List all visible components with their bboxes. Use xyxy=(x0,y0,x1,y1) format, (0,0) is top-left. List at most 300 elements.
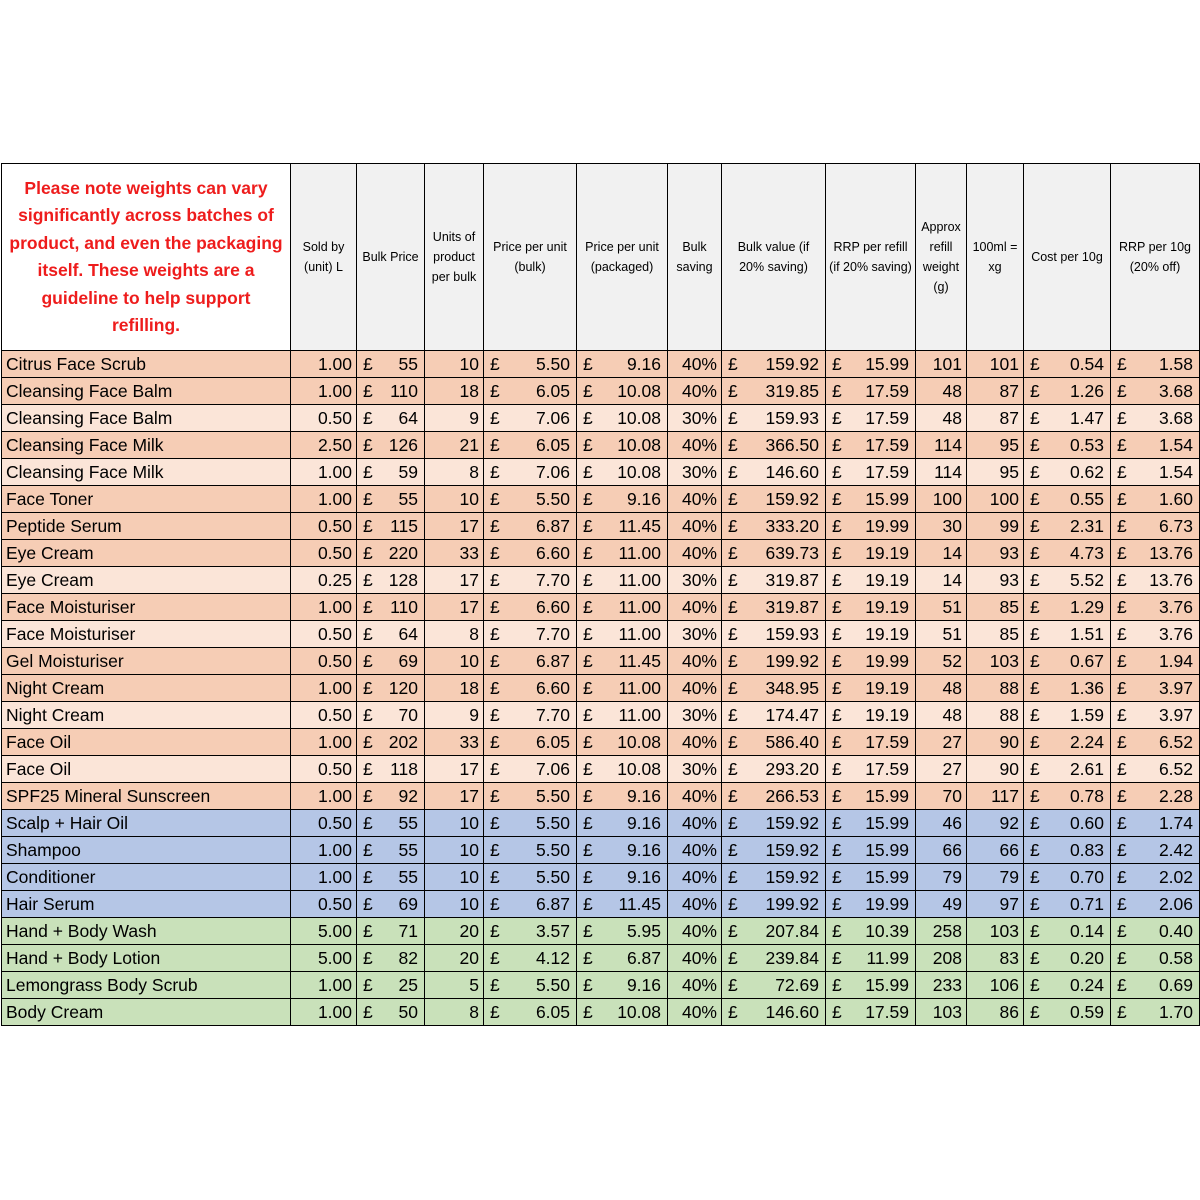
currency-symbol: £ xyxy=(1117,921,1127,941)
amount: 71 xyxy=(398,921,418,941)
price-per-unit-packaged-value xyxy=(577,540,668,567)
currency-symbol: £ xyxy=(490,867,500,887)
amount: 6.60 xyxy=(535,597,570,617)
currency-symbol: £ xyxy=(583,354,593,374)
bulk-value-value xyxy=(722,675,826,702)
bulk-saving-value: 40% xyxy=(668,540,722,567)
amount: 7.06 xyxy=(535,462,570,482)
refill-weight-value: 233 xyxy=(916,972,967,999)
cost-per-10g-value xyxy=(1024,459,1111,486)
amount: 5.95 xyxy=(626,921,661,941)
amount: 1.51 xyxy=(1069,624,1104,644)
amount: 13.76 xyxy=(1149,543,1193,563)
currency-symbol: £ xyxy=(363,489,373,509)
amount: 10.08 xyxy=(617,435,661,455)
amount: 15.99 xyxy=(865,975,909,995)
header-price-per-unit-bulk: Price per unit (bulk) xyxy=(484,164,577,351)
currency-symbol: £ xyxy=(583,948,593,968)
rrp-refill-value xyxy=(826,351,916,378)
ml-to-grams-value: 86 xyxy=(967,999,1024,1026)
currency-symbol: £ xyxy=(583,813,593,833)
bulk-saving-value: 40% xyxy=(668,675,722,702)
currency-symbol: £ xyxy=(1030,489,1040,509)
bulk-saving-value: 40% xyxy=(668,945,722,972)
currency-symbol: £ xyxy=(728,651,738,671)
cost-per-10g-value xyxy=(1024,891,1111,918)
currency-symbol: £ xyxy=(363,921,373,941)
amount: 55 xyxy=(398,813,418,833)
header-sold-by: Sold by (unit) L xyxy=(291,164,357,351)
refill-pricing-table xyxy=(1,163,1200,1026)
rrp-per-10g-value xyxy=(1111,972,1200,999)
bulk-value-value xyxy=(722,594,826,621)
refill-weight-value: 27 xyxy=(916,729,967,756)
amount: 6.87 xyxy=(535,651,570,671)
sold-by-value: 5.00 xyxy=(291,945,357,972)
bulk-saving-value: 30% xyxy=(668,756,722,783)
currency-symbol: £ xyxy=(363,705,373,725)
price-per-unit-packaged-value xyxy=(577,918,668,945)
currency-symbol: £ xyxy=(1030,867,1040,887)
bulk-value-value xyxy=(722,729,826,756)
bulk-value-value xyxy=(722,864,826,891)
amount: 69 xyxy=(398,651,418,671)
amount: 0.59 xyxy=(1069,1002,1104,1022)
rrp-refill-value xyxy=(826,864,916,891)
rrp-refill-value xyxy=(826,945,916,972)
units-value: 17 xyxy=(425,594,484,621)
bulk-saving-value: 40% xyxy=(668,837,722,864)
cost-per-10g-value xyxy=(1024,999,1111,1026)
currency-symbol: £ xyxy=(728,705,738,725)
product-name: Face Moisturiser xyxy=(2,621,291,648)
amount: 10.08 xyxy=(617,759,661,779)
bulk-price-value xyxy=(357,486,425,513)
currency-symbol: £ xyxy=(1117,840,1127,860)
table-row xyxy=(2,486,1200,513)
currency-symbol: £ xyxy=(728,408,738,428)
currency-symbol: £ xyxy=(1117,570,1127,590)
amount: 7.70 xyxy=(535,624,570,644)
currency-symbol: £ xyxy=(1117,867,1127,887)
currency-symbol: £ xyxy=(1030,840,1040,860)
amount: 1.47 xyxy=(1069,408,1104,428)
table-row xyxy=(2,513,1200,540)
currency-symbol: £ xyxy=(490,435,500,455)
cost-per-10g-value xyxy=(1024,486,1111,513)
table-row xyxy=(2,999,1200,1026)
bulk-value-value xyxy=(722,378,826,405)
price-per-unit-bulk-value xyxy=(484,648,577,675)
refill-weight-value: 49 xyxy=(916,891,967,918)
amount: 6.05 xyxy=(535,732,570,752)
units-value: 33 xyxy=(425,540,484,567)
ml-to-grams-value: 106 xyxy=(967,972,1024,999)
product-name: Hand + Body Lotion xyxy=(2,945,291,972)
currency-symbol: £ xyxy=(832,489,842,509)
bulk-price-value xyxy=(357,756,425,783)
currency-symbol: £ xyxy=(490,651,500,671)
product-name: Hand + Body Wash xyxy=(2,918,291,945)
rrp-refill-value xyxy=(826,567,916,594)
bulk-price-value xyxy=(357,621,425,648)
amount: 6.87 xyxy=(535,894,570,914)
cost-per-10g-value xyxy=(1024,810,1111,837)
currency-symbol: £ xyxy=(1030,678,1040,698)
units-value: 18 xyxy=(425,675,484,702)
refill-weight-value: 48 xyxy=(916,702,967,729)
price-per-unit-bulk-value xyxy=(484,351,577,378)
currency-symbol: £ xyxy=(832,840,842,860)
amount: 5.50 xyxy=(535,840,570,860)
amount: 72.69 xyxy=(775,975,819,995)
currency-symbol: £ xyxy=(832,516,842,536)
cost-per-10g-value xyxy=(1024,729,1111,756)
bulk-saving-value: 40% xyxy=(668,594,722,621)
table-row xyxy=(2,891,1200,918)
rrp-refill-value xyxy=(826,378,916,405)
ml-to-grams-value: 88 xyxy=(967,675,1024,702)
amount: 293.20 xyxy=(765,759,819,779)
units-value: 20 xyxy=(425,945,484,972)
product-name: Conditioner xyxy=(2,864,291,891)
currency-symbol: £ xyxy=(490,975,500,995)
rrp-refill-value xyxy=(826,783,916,810)
bulk-value-value xyxy=(722,918,826,945)
amount: 1.58 xyxy=(1158,354,1193,374)
bulk-saving-value: 40% xyxy=(668,810,722,837)
table-row xyxy=(2,972,1200,999)
amount: 69 xyxy=(398,894,418,914)
price-per-unit-bulk-value xyxy=(484,891,577,918)
currency-symbol: £ xyxy=(490,543,500,563)
amount: 19.19 xyxy=(865,624,909,644)
currency-symbol: £ xyxy=(583,678,593,698)
amount: 0.53 xyxy=(1069,435,1104,455)
currency-symbol: £ xyxy=(832,651,842,671)
currency-symbol: £ xyxy=(583,759,593,779)
amount: 11.00 xyxy=(618,570,661,590)
amount: 11.45 xyxy=(618,894,661,914)
currency-symbol: £ xyxy=(490,678,500,698)
bulk-price-value xyxy=(357,567,425,594)
amount: 266.53 xyxy=(765,786,819,806)
product-name: Shampoo xyxy=(2,837,291,864)
currency-symbol: £ xyxy=(490,705,500,725)
rrp-per-10g-value xyxy=(1111,864,1200,891)
ml-to-grams-value: 66 xyxy=(967,837,1024,864)
currency-symbol: £ xyxy=(583,462,593,482)
amount: 15.99 xyxy=(865,489,909,509)
units-value: 17 xyxy=(425,513,484,540)
currency-symbol: £ xyxy=(583,651,593,671)
bulk-value-value xyxy=(722,810,826,837)
bulk-saving-value: 40% xyxy=(668,513,722,540)
amount: 2.02 xyxy=(1158,867,1193,887)
amount: 4.73 xyxy=(1069,543,1104,563)
price-per-unit-bulk-value xyxy=(484,702,577,729)
currency-symbol: £ xyxy=(832,759,842,779)
amount: 239.84 xyxy=(765,948,819,968)
price-per-unit-bulk-value xyxy=(484,837,577,864)
amount: 13.76 xyxy=(1149,570,1193,590)
rrp-refill-value xyxy=(826,621,916,648)
amount: 174.47 xyxy=(765,705,819,725)
header-rrp-per-refill: RRP per refill (if 20% saving) xyxy=(826,164,916,351)
sold-by-value: 1.00 xyxy=(291,783,357,810)
rrp-per-10g-value xyxy=(1111,432,1200,459)
bulk-price-value xyxy=(357,702,425,729)
currency-symbol: £ xyxy=(832,921,842,941)
rrp-refill-value xyxy=(826,405,916,432)
amount: 639.73 xyxy=(765,543,819,563)
units-value: 21 xyxy=(425,432,484,459)
amount: 4.12 xyxy=(535,948,570,968)
table-row xyxy=(2,837,1200,864)
price-per-unit-bulk-value xyxy=(484,378,577,405)
currency-symbol: £ xyxy=(832,948,842,968)
currency-symbol: £ xyxy=(728,516,738,536)
bulk-saving-value: 30% xyxy=(668,459,722,486)
currency-symbol: £ xyxy=(1117,408,1127,428)
table-row xyxy=(2,864,1200,891)
rrp-refill-value xyxy=(826,648,916,675)
currency-symbol: £ xyxy=(583,786,593,806)
currency-symbol: £ xyxy=(1030,705,1040,725)
rrp-refill-value xyxy=(826,891,916,918)
table-row xyxy=(2,378,1200,405)
currency-symbol: £ xyxy=(583,867,593,887)
amount: 199.92 xyxy=(765,651,819,671)
amount: 3.76 xyxy=(1158,624,1193,644)
amount: 64 xyxy=(398,408,418,428)
rrp-per-10g-value xyxy=(1111,594,1200,621)
amount: 9.16 xyxy=(626,354,661,374)
refill-weight-value: 51 xyxy=(916,621,967,648)
bulk-value-value xyxy=(722,756,826,783)
refill-weight-value: 208 xyxy=(916,945,967,972)
amount: 159.93 xyxy=(765,408,819,428)
currency-symbol: £ xyxy=(728,381,738,401)
amount: 19.19 xyxy=(865,597,909,617)
currency-symbol: £ xyxy=(363,948,373,968)
price-per-unit-bulk-value xyxy=(484,432,577,459)
header-bulk-price: Bulk Price xyxy=(357,164,425,351)
amount: 15.99 xyxy=(865,786,909,806)
ml-to-grams-value: 99 xyxy=(967,513,1024,540)
amount: 3.76 xyxy=(1158,597,1193,617)
currency-symbol: £ xyxy=(1030,813,1040,833)
currency-symbol: £ xyxy=(1030,435,1040,455)
amount: 3.68 xyxy=(1158,381,1193,401)
currency-symbol: £ xyxy=(490,516,500,536)
refill-weight-value: 48 xyxy=(916,405,967,432)
currency-symbol: £ xyxy=(1030,894,1040,914)
amount: 1.94 xyxy=(1158,651,1193,671)
table-row xyxy=(2,594,1200,621)
refill-weight-value: 258 xyxy=(916,918,967,945)
amount: 17.59 xyxy=(865,732,909,752)
currency-symbol: £ xyxy=(363,678,373,698)
ml-to-grams-value: 79 xyxy=(967,864,1024,891)
currency-symbol: £ xyxy=(363,651,373,671)
price-per-unit-packaged-value xyxy=(577,756,668,783)
amount: 6.52 xyxy=(1158,732,1193,752)
currency-symbol: £ xyxy=(583,624,593,644)
sold-by-value: 1.00 xyxy=(291,378,357,405)
cost-per-10g-value xyxy=(1024,513,1111,540)
amount: 64 xyxy=(398,624,418,644)
product-name: Lemongrass Body Scrub xyxy=(2,972,291,999)
amount: 220 xyxy=(388,543,418,563)
price-per-unit-bulk-value xyxy=(484,810,577,837)
amount: 7.70 xyxy=(535,570,570,590)
ml-to-grams-value: 101 xyxy=(967,351,1024,378)
amount: 6.05 xyxy=(535,381,570,401)
amount: 348.95 xyxy=(765,678,819,698)
amount: 6.52 xyxy=(1158,759,1193,779)
header-price-per-unit-packaged: Price per unit (packaged) xyxy=(577,164,668,351)
rrp-refill-value xyxy=(826,486,916,513)
currency-symbol: £ xyxy=(490,624,500,644)
amount: 19.99 xyxy=(865,651,909,671)
ml-to-grams-value: 117 xyxy=(967,783,1024,810)
rrp-refill-value xyxy=(826,999,916,1026)
refill-weight-value: 51 xyxy=(916,594,967,621)
currency-symbol: £ xyxy=(583,705,593,725)
bulk-value-value xyxy=(722,486,826,513)
amount: 2.31 xyxy=(1069,516,1104,536)
units-value: 10 xyxy=(425,837,484,864)
currency-symbol: £ xyxy=(728,543,738,563)
amount: 15.99 xyxy=(865,813,909,833)
bulk-value-value xyxy=(722,405,826,432)
currency-symbol: £ xyxy=(490,408,500,428)
amount: 159.92 xyxy=(765,354,819,374)
bulk-saving-value: 40% xyxy=(668,648,722,675)
amount: 5.50 xyxy=(535,813,570,833)
currency-symbol: £ xyxy=(490,489,500,509)
amount: 11.99 xyxy=(866,948,909,968)
price-per-unit-bulk-value xyxy=(484,918,577,945)
currency-symbol: £ xyxy=(490,948,500,968)
bulk-saving-value: 40% xyxy=(668,486,722,513)
rrp-refill-value xyxy=(826,729,916,756)
amount: 2.24 xyxy=(1069,732,1104,752)
sold-by-value: 0.50 xyxy=(291,810,357,837)
cost-per-10g-value xyxy=(1024,648,1111,675)
ml-to-grams-value: 100 xyxy=(967,486,1024,513)
bulk-price-value xyxy=(357,837,425,864)
cost-per-10g-value xyxy=(1024,918,1111,945)
amount: 1.54 xyxy=(1158,462,1193,482)
amount: 146.60 xyxy=(765,462,819,482)
rrp-per-10g-value xyxy=(1111,351,1200,378)
currency-symbol: £ xyxy=(1117,516,1127,536)
currency-symbol: £ xyxy=(1117,354,1127,374)
currency-symbol: £ xyxy=(363,408,373,428)
amount: 10.08 xyxy=(617,408,661,428)
currency-symbol: £ xyxy=(728,624,738,644)
currency-symbol: £ xyxy=(583,435,593,455)
refill-weight-value: 46 xyxy=(916,810,967,837)
bulk-saving-value: 40% xyxy=(668,891,722,918)
amount: 5.50 xyxy=(535,975,570,995)
amount: 159.92 xyxy=(765,813,819,833)
bulk-saving-value: 40% xyxy=(668,351,722,378)
currency-symbol: £ xyxy=(1117,813,1127,833)
currency-symbol: £ xyxy=(1030,462,1040,482)
bulk-saving-value: 40% xyxy=(668,378,722,405)
amount: 0.58 xyxy=(1158,948,1193,968)
cost-per-10g-value xyxy=(1024,972,1111,999)
amount: 199.92 xyxy=(765,894,819,914)
ml-to-grams-value: 85 xyxy=(967,621,1024,648)
refill-weight-value: 30 xyxy=(916,513,967,540)
currency-symbol: £ xyxy=(728,1002,738,1022)
amount: 19.99 xyxy=(865,516,909,536)
currency-symbol: £ xyxy=(490,1002,500,1022)
price-per-unit-bulk-value xyxy=(484,972,577,999)
ml-to-grams-value: 92 xyxy=(967,810,1024,837)
amount: 11.00 xyxy=(618,543,661,563)
bulk-price-value xyxy=(357,810,425,837)
amount: 0.67 xyxy=(1069,651,1104,671)
price-per-unit-packaged-value xyxy=(577,783,668,810)
rrp-per-10g-value xyxy=(1111,540,1200,567)
bulk-value-value xyxy=(722,999,826,1026)
header-bulk-value: Bulk value (if 20% saving) xyxy=(722,164,826,351)
table-row xyxy=(2,540,1200,567)
bulk-saving-value: 40% xyxy=(668,972,722,999)
bulk-value-value xyxy=(722,351,826,378)
amount: 207.84 xyxy=(765,921,819,941)
price-per-unit-packaged-value xyxy=(577,702,668,729)
amount: 17.59 xyxy=(865,408,909,428)
currency-symbol: £ xyxy=(728,840,738,860)
currency-symbol: £ xyxy=(1030,543,1040,563)
ml-to-grams-value: 87 xyxy=(967,378,1024,405)
bulk-price-value xyxy=(357,864,425,891)
cost-per-10g-value xyxy=(1024,756,1111,783)
amount: 120 xyxy=(388,678,418,698)
amount: 202 xyxy=(388,732,418,752)
bulk-price-value xyxy=(357,459,425,486)
currency-symbol: £ xyxy=(583,975,593,995)
refill-weight-value: 66 xyxy=(916,837,967,864)
amount: 0.40 xyxy=(1158,921,1193,941)
bulk-price-value xyxy=(357,351,425,378)
units-value: 20 xyxy=(425,918,484,945)
cost-per-10g-value xyxy=(1024,378,1111,405)
price-per-unit-bulk-value xyxy=(484,999,577,1026)
ml-to-grams-value: 95 xyxy=(967,432,1024,459)
cost-per-10g-value xyxy=(1024,567,1111,594)
amount: 1.29 xyxy=(1069,597,1104,617)
currency-symbol: £ xyxy=(832,408,842,428)
product-name: Cleansing Face Milk xyxy=(2,432,291,459)
price-per-unit-packaged-value xyxy=(577,864,668,891)
price-per-unit-bulk-value xyxy=(484,756,577,783)
price-per-unit-packaged-value xyxy=(577,972,668,999)
refill-weight-value: 114 xyxy=(916,432,967,459)
header-cost-per-10g: Cost per 10g xyxy=(1024,164,1111,351)
table-row xyxy=(2,756,1200,783)
units-value: 18 xyxy=(425,378,484,405)
currency-symbol: £ xyxy=(583,381,593,401)
currency-symbol: £ xyxy=(1117,705,1127,725)
price-per-unit-packaged-value xyxy=(577,891,668,918)
